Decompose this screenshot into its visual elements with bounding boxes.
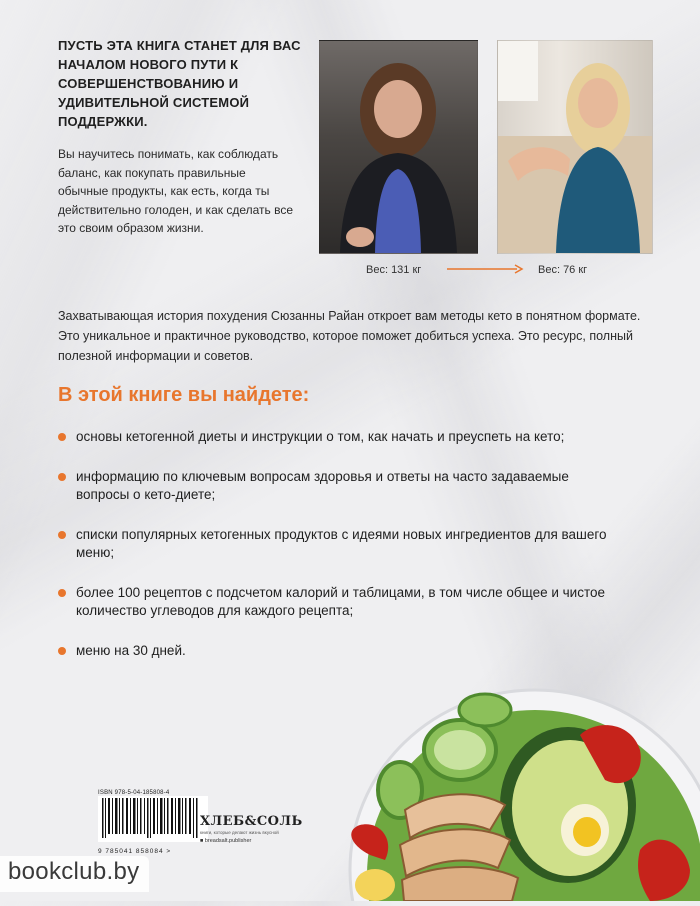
list-item: [58, 584, 618, 621]
bullet-icon: [58, 531, 66, 539]
bullet-icon: [58, 589, 66, 597]
list-item-text: списки популярных кетогенных продуктов с идеями новых ингредиентов для вашего меню;: [76, 526, 607, 560]
arrow-right-icon: [445, 262, 525, 276]
intro-heading: ПУСТЬ ЭТА КНИГА СТАНЕТ ДЛЯ ВАС НАЧАЛОМ НОВОГО ПУТИ К СОВЕРШЕНСТВОВАНИЮ И УДИВИТЕЛЬНОЙ СИСТЕМОЙ ПОДДЕРЖКИ.: [58, 38, 301, 129]
isbn-text: ISBN 978-5-04-185808-4: [98, 790, 170, 796]
after-photo-figure: [498, 41, 652, 253]
barcode-digits: 9 785041 858084 >: [98, 848, 172, 855]
watermark: bookclub.by: [0, 856, 149, 892]
list-item: [58, 468, 618, 505]
features-list: [58, 428, 618, 681]
barcode-bars: [98, 796, 208, 842]
publisher-logo: ХЛЕБ&СОЛЬ: [200, 814, 303, 829]
after-weight-caption: Вес: 76 кг: [538, 264, 588, 276]
bullet-icon: [58, 433, 66, 441]
after-photo: [497, 40, 653, 254]
salad-bowl-illustration: [340, 680, 700, 901]
before-weight-caption: Вес: 131 кг: [366, 264, 422, 276]
bullet-icon: [58, 647, 66, 655]
publisher-social-handle: breadsalt.publisher: [204, 838, 252, 844]
list-item-text: меню на 30 дней.: [76, 642, 186, 658]
salad-bowl-image: [340, 680, 700, 901]
list-item: [58, 526, 618, 563]
before-photo: [319, 40, 478, 254]
publisher-social: [200, 838, 300, 844]
intro-text: Вы научитесь понимать, как соблюдать баланс, как покупать правильные обычные продукты, как есть, когда ты действительно голоден, и как сделать все это своим образом жизни.: [58, 147, 294, 235]
bullet-icon: [58, 473, 66, 481]
list-item-text: информацию по ключевым вопросам здоровья и ответы на часто задаваемые вопросы о кето-диете;: [76, 468, 569, 502]
list-item-text: основы кетогенной диеты и инструкции о том, как начать и преуспеть на кето;: [76, 429, 565, 444]
book-description: Захватывающая история похудения Сюзанны Райан откроет вам методы кето в понятном формате. Это уникальное и практичное руководство, которое поможет добиться успеха. Это ресурс, полный полезной информации и советов.: [58, 309, 641, 363]
publisher-block: [200, 814, 303, 844]
features-heading: В этой книге вы найдете:: [58, 384, 310, 406]
list-item: [58, 428, 618, 447]
list-item-text: более 100 рецептов с подсчетом калорий и таблицами, в том числе общее и чистое количество углеводов для каждого рецепта;: [76, 584, 606, 618]
list-item: [58, 642, 618, 661]
social-icon: ■: [200, 838, 205, 844]
before-photo-figure: [320, 41, 477, 253]
publisher-tagline: книги, которые делают жизнь вкусной: [200, 830, 279, 835]
